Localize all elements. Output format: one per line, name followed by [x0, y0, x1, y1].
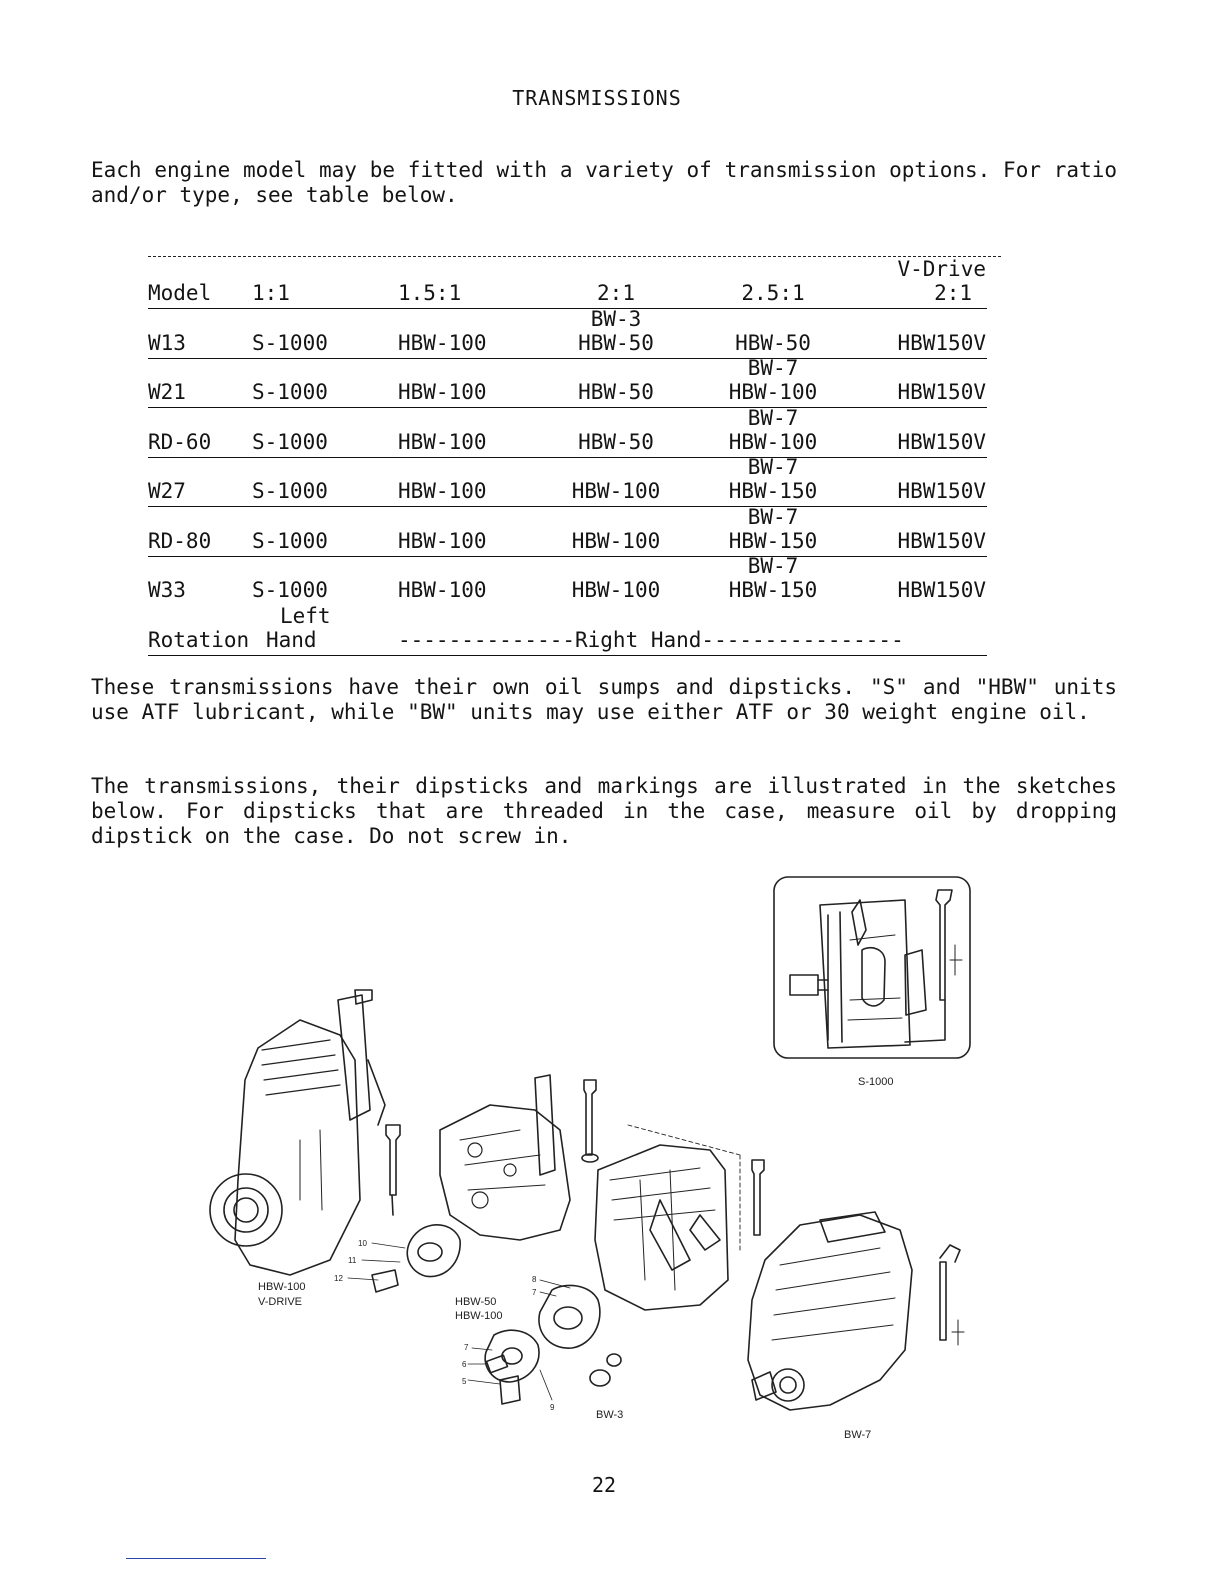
- label-bw7: BW-7: [844, 1429, 872, 1441]
- cell-ratio-1-5-1: HBW-100: [398, 528, 487, 553]
- cell-model: RD-60: [148, 429, 212, 454]
- cell-ratio-2-1-main: HBW-50: [578, 330, 654, 355]
- cell-vdrive: HBW150V: [897, 578, 986, 602]
- cell-ratio-1-5-1: HBW-100: [398, 330, 487, 355]
- header-ratio-1-1: 1:1: [252, 281, 290, 305]
- label-hbw100: HBW-100: [258, 1281, 306, 1293]
- cell-ratio-1-5-1: HBW-100: [398, 578, 487, 602]
- table-row: [148, 455, 1001, 508]
- leader-lines: [348, 1243, 570, 1400]
- dipstick-paragraph: The transmissions, their dipsticks and markings are illustrated in the sketches below. For dipsticks that are threaded in the case, measure oil by dropping dipstick on the case. Do not screw in.: [91, 774, 1117, 848]
- page-number: 22: [591, 1473, 617, 1497]
- cell-vdrive: HBW150V: [897, 528, 986, 553]
- table-row: [148, 554, 1001, 607]
- rotation-right-hand: --------------Right Hand----------------: [398, 627, 904, 652]
- cell-ratio-2-5-1-main: HBW-100: [728, 380, 818, 404]
- cell-vdrive: HBW150V: [897, 330, 986, 355]
- header-ratio-2-1: 2:1: [597, 281, 635, 305]
- label-hbw50-hbw100: HBW-100: [455, 1310, 503, 1322]
- cell-ratio-2-1: HBW-100: [571, 578, 661, 602]
- cell-ratio-1-5-1: HBW-100: [398, 380, 487, 404]
- bw7-sketch: [748, 1212, 964, 1410]
- transmission-table: [148, 256, 1001, 656]
- cell-ratio-2-5-1-main: HBW-150: [728, 578, 818, 602]
- cell-ratio-1-1: S-1000: [252, 429, 328, 454]
- cell-ratio-2-5-1-alt: BW-7: [747, 455, 799, 479]
- bw3-sketch: [485, 1285, 621, 1404]
- rotation-row: [148, 603, 1001, 656]
- cell-model: W33: [148, 578, 186, 602]
- hbw100-vdrive-sketch: [210, 990, 400, 1275]
- callout: 9: [550, 1403, 555, 1412]
- callout: 5: [462, 1377, 467, 1386]
- cell-ratio-2-5-1: [720, 356, 826, 404]
- cell-ratio-2-1-alt: BW-3: [590, 306, 642, 331]
- cell-ratio-2-5-1: [720, 505, 826, 553]
- cell-ratio-2-5-1-main: HBW-150: [728, 528, 818, 553]
- header-vdrive-ratio: 2:1: [934, 281, 972, 305]
- rotation-hand: Hand: [266, 627, 317, 652]
- callout: 11: [348, 1256, 357, 1265]
- cell-ratio-2-5-1: [720, 406, 826, 454]
- header-vdrive-label: V-Drive: [897, 257, 986, 281]
- cell-ratio-2-1: HBW-50: [578, 380, 654, 404]
- label-vdrive: V-DRIVE: [258, 1296, 303, 1308]
- intro-paragraph: Each engine model may be fitted with a variety of transmission options. For ratio and/or type, see table below.: [91, 158, 1117, 207]
- label-hbw50: HBW-50: [455, 1296, 497, 1308]
- label-s1000: S-1000: [858, 1076, 894, 1088]
- cell-ratio-2-5-1: HBW-50: [735, 330, 811, 355]
- cell-ratio-2-1: HBW-100: [571, 528, 661, 553]
- callout: 7: [532, 1288, 537, 1297]
- cell-ratio-2-5-1-alt: BW-7: [747, 554, 799, 578]
- header-model: Model: [148, 281, 212, 305]
- cell-ratio-2-1: HBW-50: [578, 429, 654, 454]
- cell-ratio-1-5-1: HBW-100: [398, 429, 487, 454]
- oil-paragraph: These transmissions have their own oil sumps and dipsticks. "S" and "HBW" units use ATF lubricant, while "BW" units may use either ATF or 30 weight engine oil.: [91, 675, 1117, 724]
- cell-ratio-1-1: S-1000: [252, 330, 328, 355]
- cell-ratio-2-5-1-alt: BW-7: [747, 405, 799, 430]
- cell-model: W13: [148, 330, 186, 355]
- cell-vdrive: HBW150V: [897, 380, 986, 404]
- cell-ratio-2-1: [558, 307, 674, 355]
- page-title: TRANSMISSIONS: [512, 86, 682, 110]
- cell-ratio-2-5-1-alt: BW-7: [747, 504, 799, 529]
- header-ratio-1-5-1: 1.5:1: [398, 281, 462, 305]
- callout: 12: [334, 1274, 343, 1283]
- s1000-sketch: [774, 877, 970, 1058]
- label-bw3: BW-3: [596, 1409, 624, 1421]
- hbw50-sketch: [372, 1075, 598, 1292]
- table-row: [148, 405, 1001, 458]
- header-vdrive: [882, 257, 986, 305]
- cell-ratio-1-5-1: HBW-100: [398, 479, 487, 503]
- cell-ratio-1-1: S-1000: [252, 380, 328, 404]
- hbw-centre-sketch: [595, 1125, 764, 1310]
- callout: 7: [464, 1343, 469, 1352]
- table-row: [148, 504, 1001, 557]
- cell-vdrive: HBW150V: [897, 479, 986, 503]
- cell-ratio-2-5-1-alt: BW-7: [747, 356, 799, 380]
- rotation-label: Rotation: [148, 627, 250, 652]
- cell-ratio-1-1: S-1000: [252, 578, 328, 602]
- rotation-left: Left: [280, 603, 331, 628]
- table-header-row: [148, 257, 1001, 309]
- callout: 6: [462, 1360, 467, 1369]
- table-row: [148, 306, 1001, 359]
- cell-ratio-2-5-1: [720, 554, 826, 602]
- footer-rule: [126, 1558, 266, 1559]
- cell-ratio-2-5-1-main: HBW-100: [728, 429, 818, 454]
- rotation-left-hand: [266, 603, 331, 652]
- cell-ratio-1-1: S-1000: [252, 528, 328, 553]
- cell-ratio-2-5-1: [720, 455, 826, 503]
- cell-ratio-2-1: HBW-100: [571, 479, 661, 503]
- cell-model: RD-80: [148, 528, 212, 553]
- cell-model: W21: [148, 380, 186, 404]
- callout: 10: [358, 1239, 367, 1248]
- cell-ratio-1-1: S-1000: [252, 479, 328, 503]
- cell-vdrive: HBW150V: [897, 429, 986, 454]
- table-row: [148, 356, 1001, 409]
- header-ratio-2-5-1: 2.5:1: [741, 281, 805, 305]
- cell-ratio-2-5-1-main: HBW-150: [728, 479, 818, 503]
- callout: 8: [532, 1275, 537, 1284]
- cell-model: W27: [148, 479, 186, 503]
